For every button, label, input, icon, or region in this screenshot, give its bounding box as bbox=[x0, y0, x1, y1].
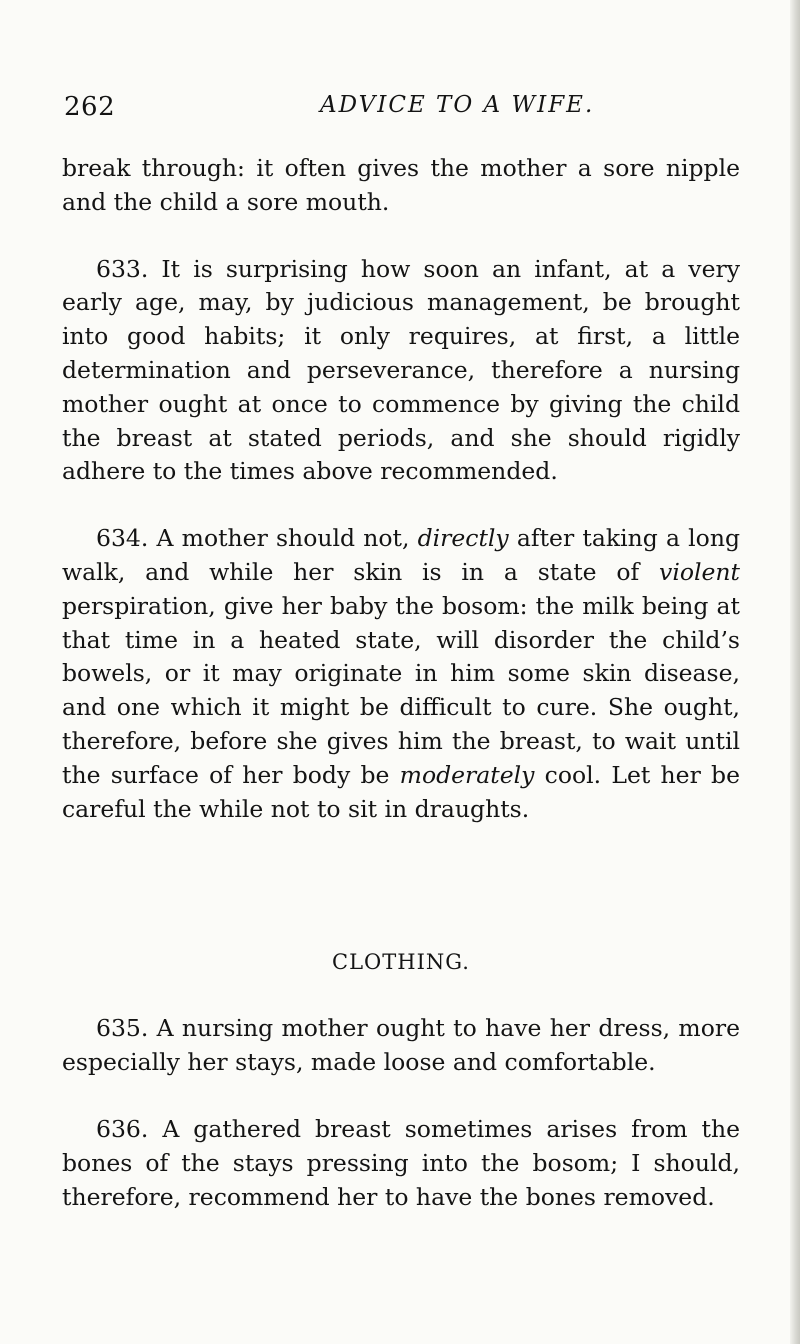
section-gap bbox=[62, 826, 740, 946]
paragraph-gap bbox=[62, 220, 740, 253]
body-text bbox=[62, 152, 740, 1214]
page-header bbox=[64, 88, 744, 128]
paragraph-633: 633. It is surprising how soon an infant, at a very early age, may, by judicious management, be brought into good habits; it only requires, at first, a little determination and perseverance, therefore a nursing mother ought at once to commence by giving the child the breast at stated periods, and she should rigidly adhere to the times above recommended. bbox=[62, 254, 740, 486]
paragraph-634-text-2: after taking a long walk, and while her skin is in a state of bbox=[62, 524, 740, 586]
paragraph-634-emphasis-moderately: moderately bbox=[399, 760, 535, 789]
page-number: 262 bbox=[64, 92, 116, 122]
paragraph-634-emphasis-violent: violent bbox=[659, 557, 740, 586]
paragraph-634-text-3: perspiration, give her baby the bosom: the milk being at that time in a heated state, will disorder the child’s bowels, or it may originate in him some skin disease, and one which it might be difficult to cure. She ought, therefore, before she gives him the breast, to wait until the surface of her body be bbox=[62, 591, 740, 789]
paragraph-gap bbox=[62, 979, 740, 1012]
paragraph-634-text-1: 634. A mother should not, bbox=[96, 524, 418, 553]
paragraph-634 bbox=[62, 522, 740, 826]
running-head: ADVICE TO A WIFE. bbox=[320, 92, 595, 118]
page-edge-shadow bbox=[790, 0, 800, 1344]
section-heading: CLOTHING. bbox=[332, 950, 470, 975]
paragraph-gap bbox=[62, 1080, 740, 1113]
paragraph-634-text-4: cool. Let her be careful the while not to sit in draughts. bbox=[62, 760, 740, 823]
paragraph-gap bbox=[62, 489, 740, 522]
paragraph-635: 635. A nursing mother ought to have her dress, more especially her stays, made loose and comfortable. bbox=[62, 1014, 740, 1077]
paragraph-634-emphasis-directly: directly bbox=[417, 524, 509, 553]
paragraph-continuation: break through: it often gives the mother a sore nipple and the child a sore mouth. bbox=[62, 154, 740, 216]
paragraph-636: 636. A gathered breast sometimes arises from the bones of the stays pressing into the bosom; I should, therefore, recommend her to have the bones removed. bbox=[62, 1114, 740, 1211]
